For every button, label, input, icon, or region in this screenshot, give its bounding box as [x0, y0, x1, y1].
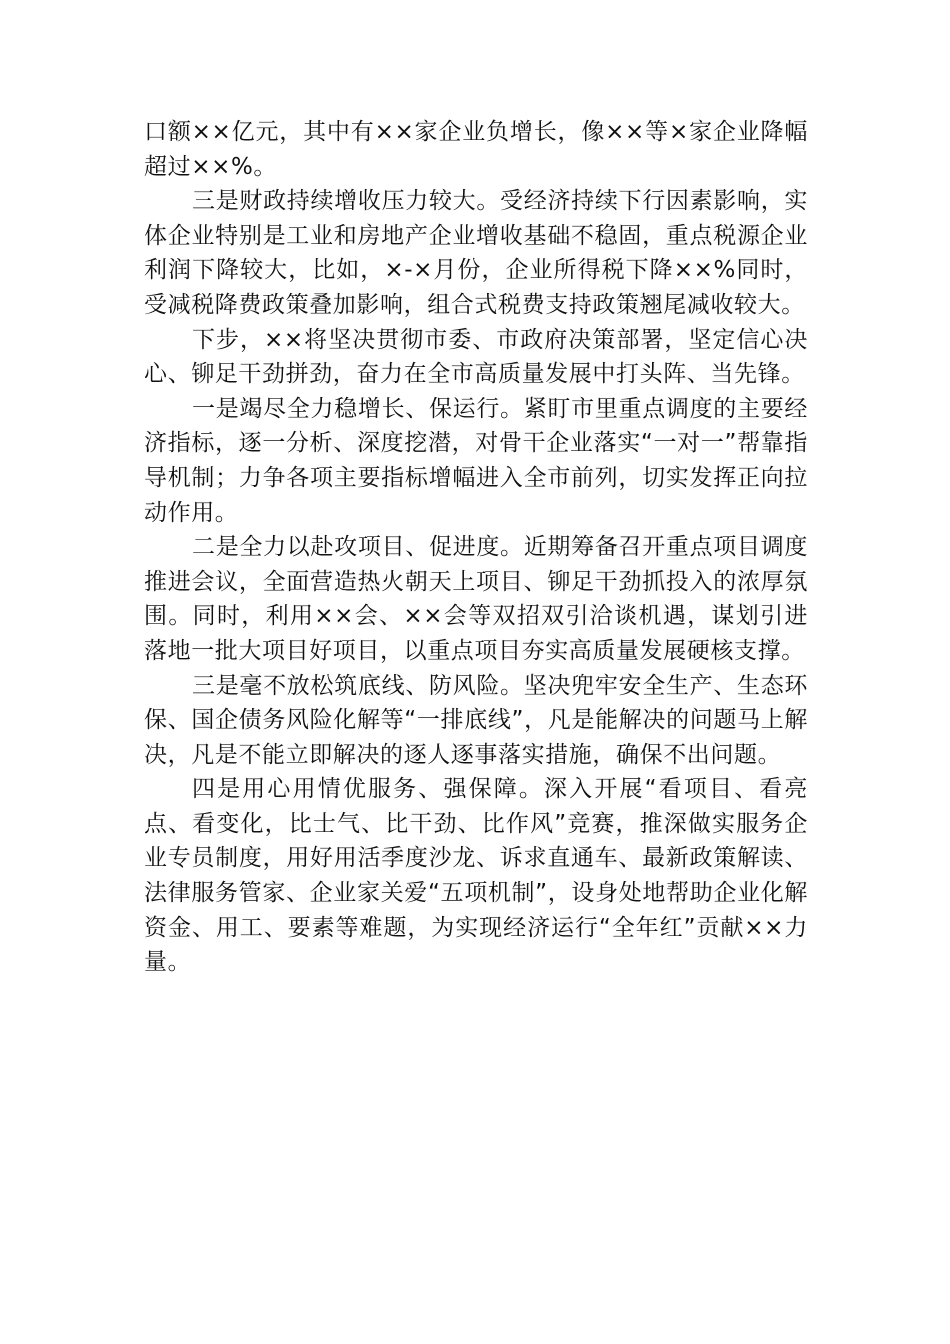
paragraph-fiscal-pressure: 三是财政持续增收压力较大。受经济持续下行因素影响，实体企业特别是工业和房地产企业增收基础不稳固，重点税源企业利润下降较大，比如，×-×月份，企业所得税下降××%同时，受减税降费政策叠加影响，组合式税费支持政策翘尾减收较大。: [144, 188, 808, 318]
paragraph-stabilize-growth: 一是竭尽全力稳增长、保运行。紧盯市里重点调度的主要经济指标，逐一分析、深度挖潜，对骨干企业落实“一对一”帮靠指导机制；力争各项主要指标增幅进入全市前列，切实发挥正向拉动作用。: [144, 395, 808, 526]
paragraph-continuation: 口额××亿元，其中有××家企业负增长，像××等×家企业降幅超过××%。: [144, 119, 808, 180]
paragraph-risk-prevention: 三是毫不放松筑底线、防风险。坚决兜牢安全生产、生态环保、国企债务风险化解等“一排底线”，凡是能解决的问题马上解决，凡是不能立即解决的逐人逐事落实措施，确保不出问题。: [144, 672, 808, 768]
paragraph-services: 四是用心用情优服务、强保障。深入开展“看项目、看亮点、看变化，比士气、比干劲、比作风”竞赛，推深做实服务企业专员制度，用好用活季度沙龙、诉求直通车、最新政策解读、法律服务管家、企业家关爱“五项机制”，设身处地帮助企业化解资金、用工、要素等难题，为实现经济运行“全年红”贡献××力量。: [144, 776, 808, 976]
document-body: [144, 115, 808, 980]
paragraph-next-steps: 下步，××将坚决贯彻市委、市政府决策部署，坚定信心决心、铆足干劲拼劲，奋力在全市高质量发展中打头阵、当先锋。: [144, 326, 808, 388]
paragraph-projects: 二是全力以赴攻项目、促进度。近期筹备召开重点项目调度推进会议，全面营造热火朝天上项目、铆足干劲抓投入的浓厚氛围。同时，利用××会、××会等双招双引洽谈机遇，谋划引进落地一批大项目好项目，以重点项目夯实高质量发展硬核支撑。: [144, 534, 808, 664]
